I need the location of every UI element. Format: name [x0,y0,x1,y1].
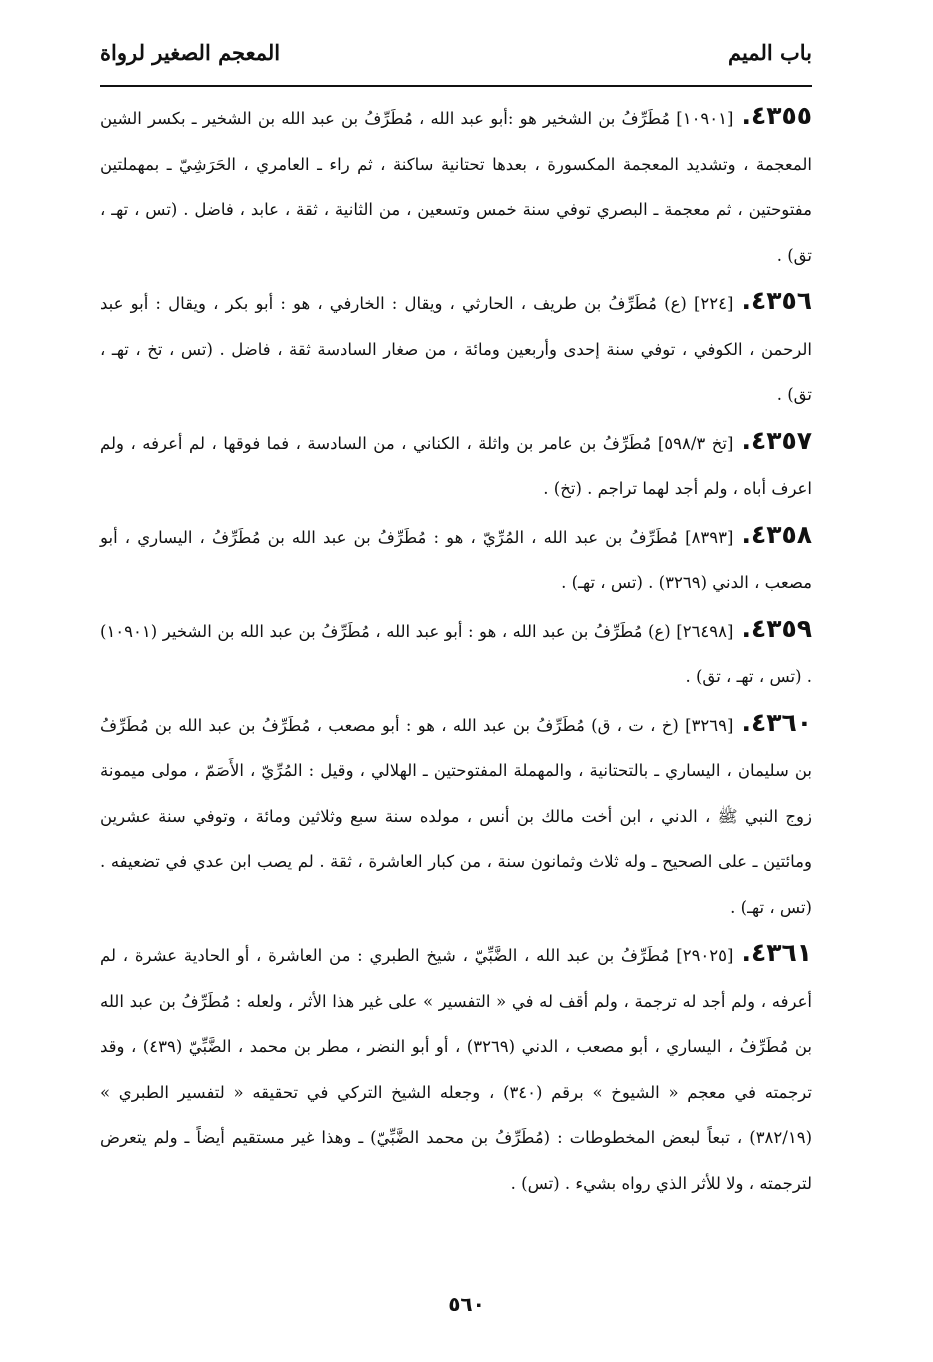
entry-4360 [100,700,812,931]
entry-4357 [100,418,812,512]
entry-number: ٤٣٦١. [741,938,812,967]
header-divider [100,85,812,87]
entry-number: ٤٣٥٧. [741,425,812,455]
entry-number: ٤٣٦٠. [741,707,812,737]
entry-text: [٨٣٩٣] مُطَرِّفُ بن عبد الله ، المُرِّيّ ، هو : مُطَرِّفُ بن عبد الله بن مُطَرِّفُ ، اليساري ، أبو مصعب ، الدني (٣٢٦٩) . (تس ، تهـ) . [100,527,812,592]
entry-4355 [100,93,812,278]
entry-number: ٤٣٥٥. [741,101,812,130]
book-title: المعجم الصغير لرواة [100,40,281,65]
page-header [100,30,812,80]
entry-4361 [100,930,812,1206]
entry-4359 [100,606,812,700]
entry-text: [٣٢٦٩] (خ ، ت ، ق) مُطَرِّفُ بن عبد الله ، هو : أبو مصعب ، مُطَرِّفُ بن عبد الله بن مُطَرِّفُ بن سليمان ، اليساري ـ بالتحتانية ، والمهملة المفتوحتين ـ الهلالي ، وقيل : المُرِّيّ ، الأَصَمّ ، مولى ميمونة زوج النبي ﷺ ، الدني ، ابن أخت مالك بن أنس ، مولده سنة سبع وثلاثين ومائة ، وتوفي سنة عشرين ومائتين ـ على الصحيح ـ وله ثلاث وثمانون سنة ، من كبار العاشرة ، ثقة . لم يصب ابن عدي في تضعيفه . (تس ، تهـ) . [100,715,813,917]
entry-4356 [100,278,812,418]
entry-text: [٢٦٤٩٨] (ع) مُطَرِّفُ بن عبد الله ، هو : أبو عبد الله ، مُطَرِّفُ بن عبد الله بن الشخير (١٠٩٠١) . (تس ، تهـ ، تق) . [100,621,812,686]
entry-text: [٢٢٤] (ع) مُطَرِّفُ بن طريف ، الحارثي ، ويقال : الخارفي ، هو : أبو بكر ، ويقال : أبو عبد الرحمن ، الكوفي ، توفي سنة إحدى وأربعين ومائة ، من صغار السادسة ثقة ، فاضل . (تس ، تخ ، تهـ ، تق) . [100,294,812,404]
page-number: ٥٦٠ [448,1292,485,1316]
entries-body [100,93,812,1206]
entry-number: ٤٣٥٨. [741,519,812,549]
entry-text: [تخ ٥٩٨/٣] مُطَرِّفُ بن عامر بن واثلة ، الكناني ، من السادسة ، فما فوقها ، لم أعرفه ، ولم اعرف أباه ، ولم أجد لهما تراجم . (تخ) . [100,433,812,498]
entry-text: [١٠٩٠١] مُطَرِّفُ بن الشخير هو :أبو عبد الله ، مُطَرِّفُ بن عبد الله بن الشخير ـ بكسر الشين المعجمة ، وتشديد المعجمة المكسورة ، بعدها تحتانية ساكنة ، ثم راء ـ العامري ، الحَرَشِيّ ـ بمهملتين مفتوحتين ، ثم معجمة ـ البصري توفي سنة خمس وتسعين ، من الثانية ، ثقة ، عابد ، فاضل . (تس ، تهـ ، تق) . [100,109,812,265]
chapter-title: باب الميم [727,40,812,65]
entry-4358 [100,512,812,606]
entry-number: ٤٣٥٦. [741,286,812,315]
entry-text: [٢٩٠٢٥] مُطَرِّفُ بن عبد الله ، الضَّبِّيّ ، شيخ الطبري : من العاشرة ، أو الحادية عشرة ، لم أعرفه ، ولم أجد له ترجمة ، ولم أقف له في « التفسير » على غير هذا الأثر ، ولعله : مُطَرِّفُ بن عبد الله بن مُطَرِّفُ ، اليساري ، أبو مصعب ، الدني (٣٢٦٩) ، أو أبو النضر ، مطر بن محمد ، الضَّبِّيّ (٤٣٩) ، وقد ترجمته في معجم « الشيوخ » برقم (٣٤٠) ، وجعله الشيخ التركي في تحقيقه « لتفسير الطبري » (٣٨٢/١٩) ، تبعاً لبعض المخطوطات : (مُطَرِّفُ بن محمد الضَّبِّيّ) ـ وهذا غير مستقيم أيضاً ـ ولم يتعرض لترجمته ، ولا للأثر الذي رواه بشيء . (تس) . [100,946,812,1193]
entry-number: ٤٣٥٩. [741,613,812,643]
